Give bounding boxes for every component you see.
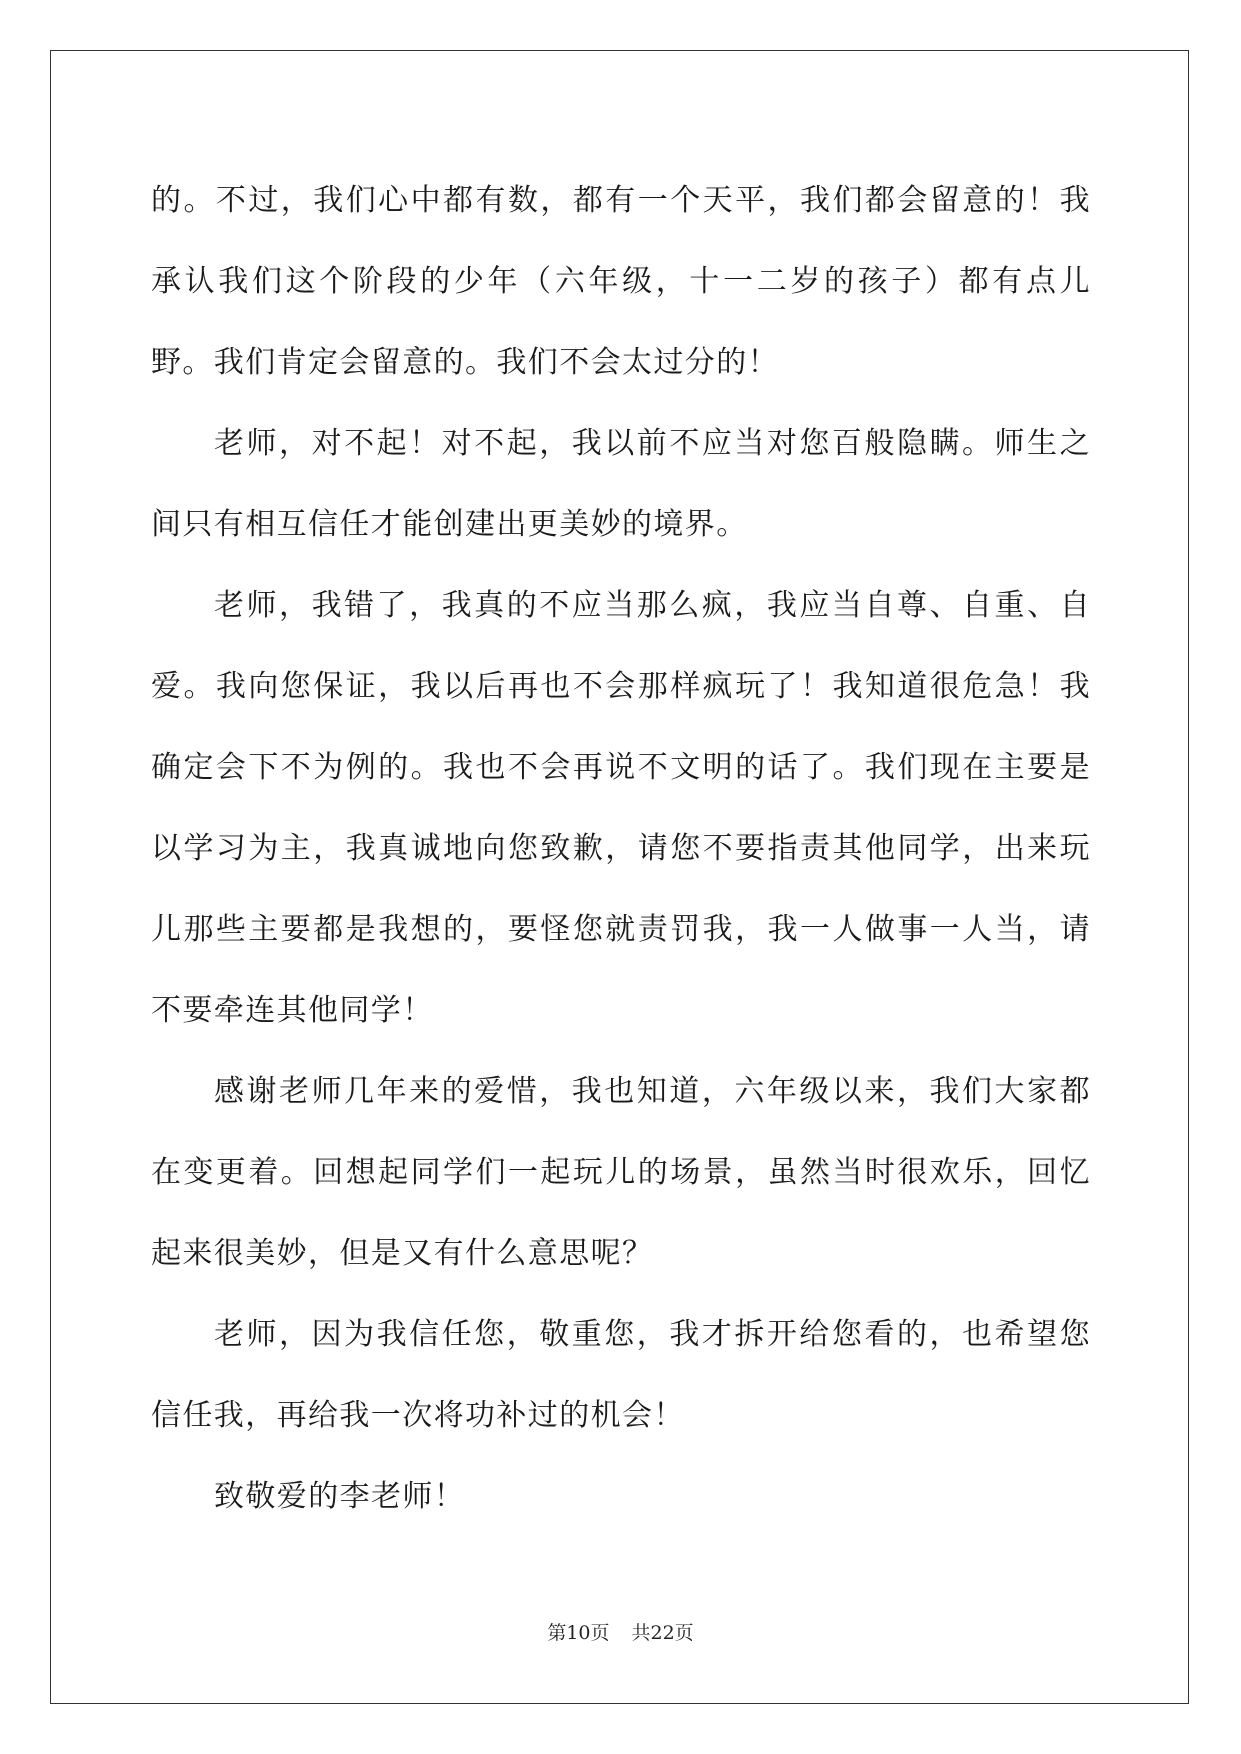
page-footer xyxy=(0,1618,1241,1645)
paragraph: 感谢老师几年来的爱惜，我也知道，六年级以来，我们大家都在变更着。回想起同学们一起玩儿的场景，虽然当时很欢乐，回忆起来很美妙，但是又有什么意思呢？ xyxy=(151,1074,1091,1271)
document-body xyxy=(151,160,1091,1537)
page-number: 第10页 xyxy=(547,1622,610,1644)
page-total: 共22页 xyxy=(631,1622,694,1644)
paragraph: 老师，我错了，我真的不应当那么疯，我应当自尊、自重、自爱。我向您保证，我以后再也不会那样疯玩了！我知道很危急！我确定会下不为例的。我也不会再说不文明的话了。我们现在主要是以学习为主，我真诚地向您致歉，请您不要指责其他同学，出来玩儿那些主要都是我想的，要怪您就责罚我，我一人做事一人当，请不要牵连其他同学！ xyxy=(151,588,1091,1028)
paragraph: 致敬爱的李老师！ xyxy=(214,1479,466,1514)
paragraph: 老师，因为我信任您，敬重您，我才拆开给您看的，也希望您信任我，再给我一次将功补过的机会！ xyxy=(151,1317,1091,1433)
paragraph: 的。不过，我们心中都有数，都有一个天平，我们都会留意的！我承认我们这个阶段的少年（六年级，十一二岁的孩子）都有点儿野。我们肯定会留意的。我们不会太过分的！ xyxy=(151,183,1091,380)
paragraph: 老师，对不起！对不起，我以前不应当对您百般隐瞒。师生之间只有相互信任才能创建出更美妙的境界。 xyxy=(151,426,1091,542)
